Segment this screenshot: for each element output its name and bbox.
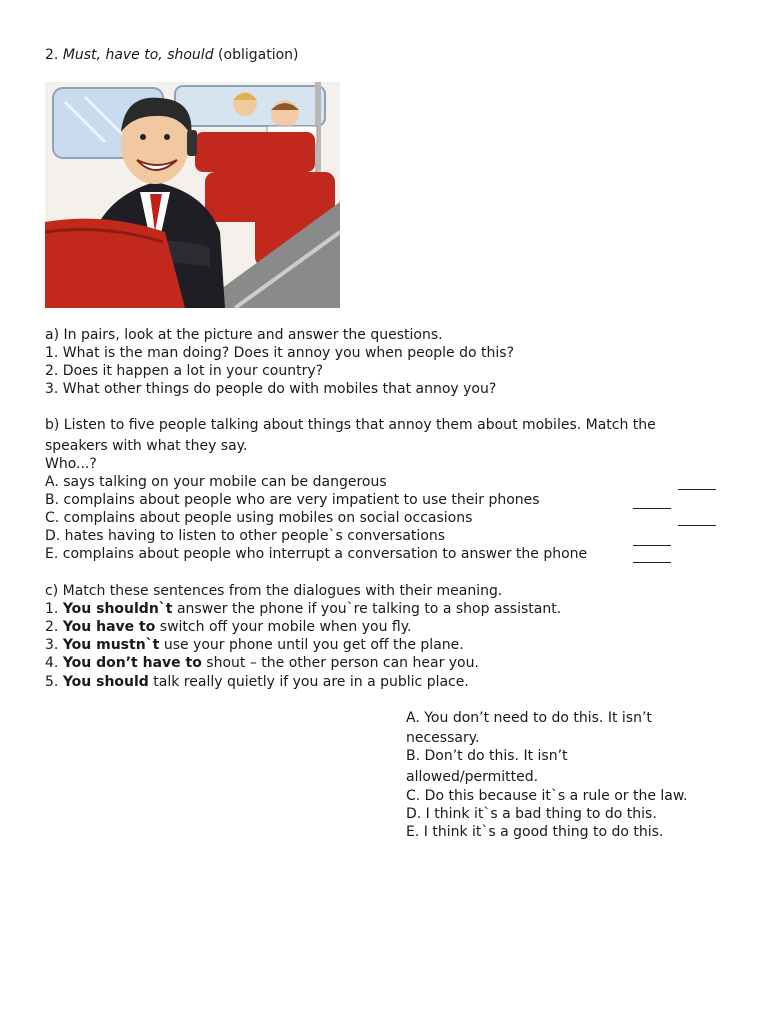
section-b-item: E. complains about people who interrupt a conversation to answer the phone — [45, 546, 588, 562]
section-b-item: B. complains about people who are very impatient to use their phones — [45, 492, 540, 508]
section-c-sentence — [45, 654, 479, 672]
illustration-man-on-phone — [45, 82, 340, 308]
title-rest: (obligation) — [213, 47, 299, 63]
answer-blank-e[interactable] — [633, 562, 671, 563]
answer-blank-b[interactable] — [633, 508, 671, 509]
meaning-item: allowed/permitted. — [406, 769, 539, 785]
sentence-rest: answer the phone if you`re talking to a shop assistant. — [172, 601, 562, 617]
section-b-intro-line1: b) Listen to five people talking about things that annoy them about mobiles. Match the — [45, 417, 656, 433]
section-a-question: 3. What other things do people do with mobiles that annoy you? — [45, 381, 497, 397]
section-b-who: Who...? — [45, 456, 97, 472]
meaning-item: A. You don’t need to do this. It isn’t — [406, 710, 652, 726]
page-title — [45, 46, 298, 64]
front-seat — [45, 219, 185, 308]
section-c-sentence — [45, 636, 464, 654]
sentence-number: 1. — [45, 601, 63, 617]
sentence-rest: shout – the other person can hear you. — [201, 655, 479, 671]
section-a-question: 2. Does it happen a lot in your country? — [45, 363, 324, 379]
section-b-item: D. hates having to listen to other people`s conversations — [45, 528, 446, 544]
section-b-item: C. complains about people using mobiles on social occasions — [45, 510, 473, 526]
mobile-phone — [187, 130, 197, 156]
section-c-intro: c) Match these sentences from the dialogues with their meaning. — [45, 583, 503, 599]
meaning-item: C. Do this because it`s a rule or the law. — [406, 788, 688, 804]
answer-blank-d[interactable] — [633, 545, 671, 546]
sentence-rest: use your phone until you get off the plane. — [159, 637, 464, 653]
section-a-question: 1. What is the man doing? Does it annoy you when people do this? — [45, 345, 514, 361]
sentence-rest: switch off your mobile when you fly. — [155, 619, 412, 635]
section-b-item: A. says talking on your mobile can be dangerous — [45, 474, 387, 490]
section-c-sentence — [45, 673, 469, 691]
meaning-item: B. Don’t do this. It isn’t — [406, 748, 568, 764]
title-number: 2. — [45, 47, 63, 63]
answer-blank-a[interactable] — [678, 489, 716, 490]
section-b-intro-line2: speakers with what they say. — [45, 438, 248, 454]
sentence-number: 3. — [45, 637, 63, 653]
sentence-modal: You have to — [62, 619, 156, 635]
section-c-sentence — [45, 618, 411, 636]
sentence-number: 4. — [45, 655, 63, 671]
sentence-modal: You shouldn`t — [62, 601, 173, 617]
sentence-modal: You mustn`t — [62, 637, 160, 653]
section-c-sentence — [45, 600, 561, 618]
meaning-item: D. I think it`s a bad thing to do this. — [406, 806, 657, 822]
meaning-item: E. I think it`s a good thing to do this. — [406, 824, 664, 840]
title-italic: Must, have to, should — [62, 47, 214, 63]
meaning-item: necessary. — [406, 730, 480, 746]
sentence-modal: You don’t have to — [62, 655, 202, 671]
sentence-number: 2. — [45, 619, 63, 635]
sentence-rest: talk really quietly if you are in a public place. — [148, 674, 469, 690]
sentence-number: 5. — [45, 674, 63, 690]
sentence-modal: You should — [62, 674, 149, 690]
answer-blank-c[interactable] — [678, 525, 716, 526]
section-a-intro: a) In pairs, look at the picture and answer the questions. — [45, 327, 443, 343]
